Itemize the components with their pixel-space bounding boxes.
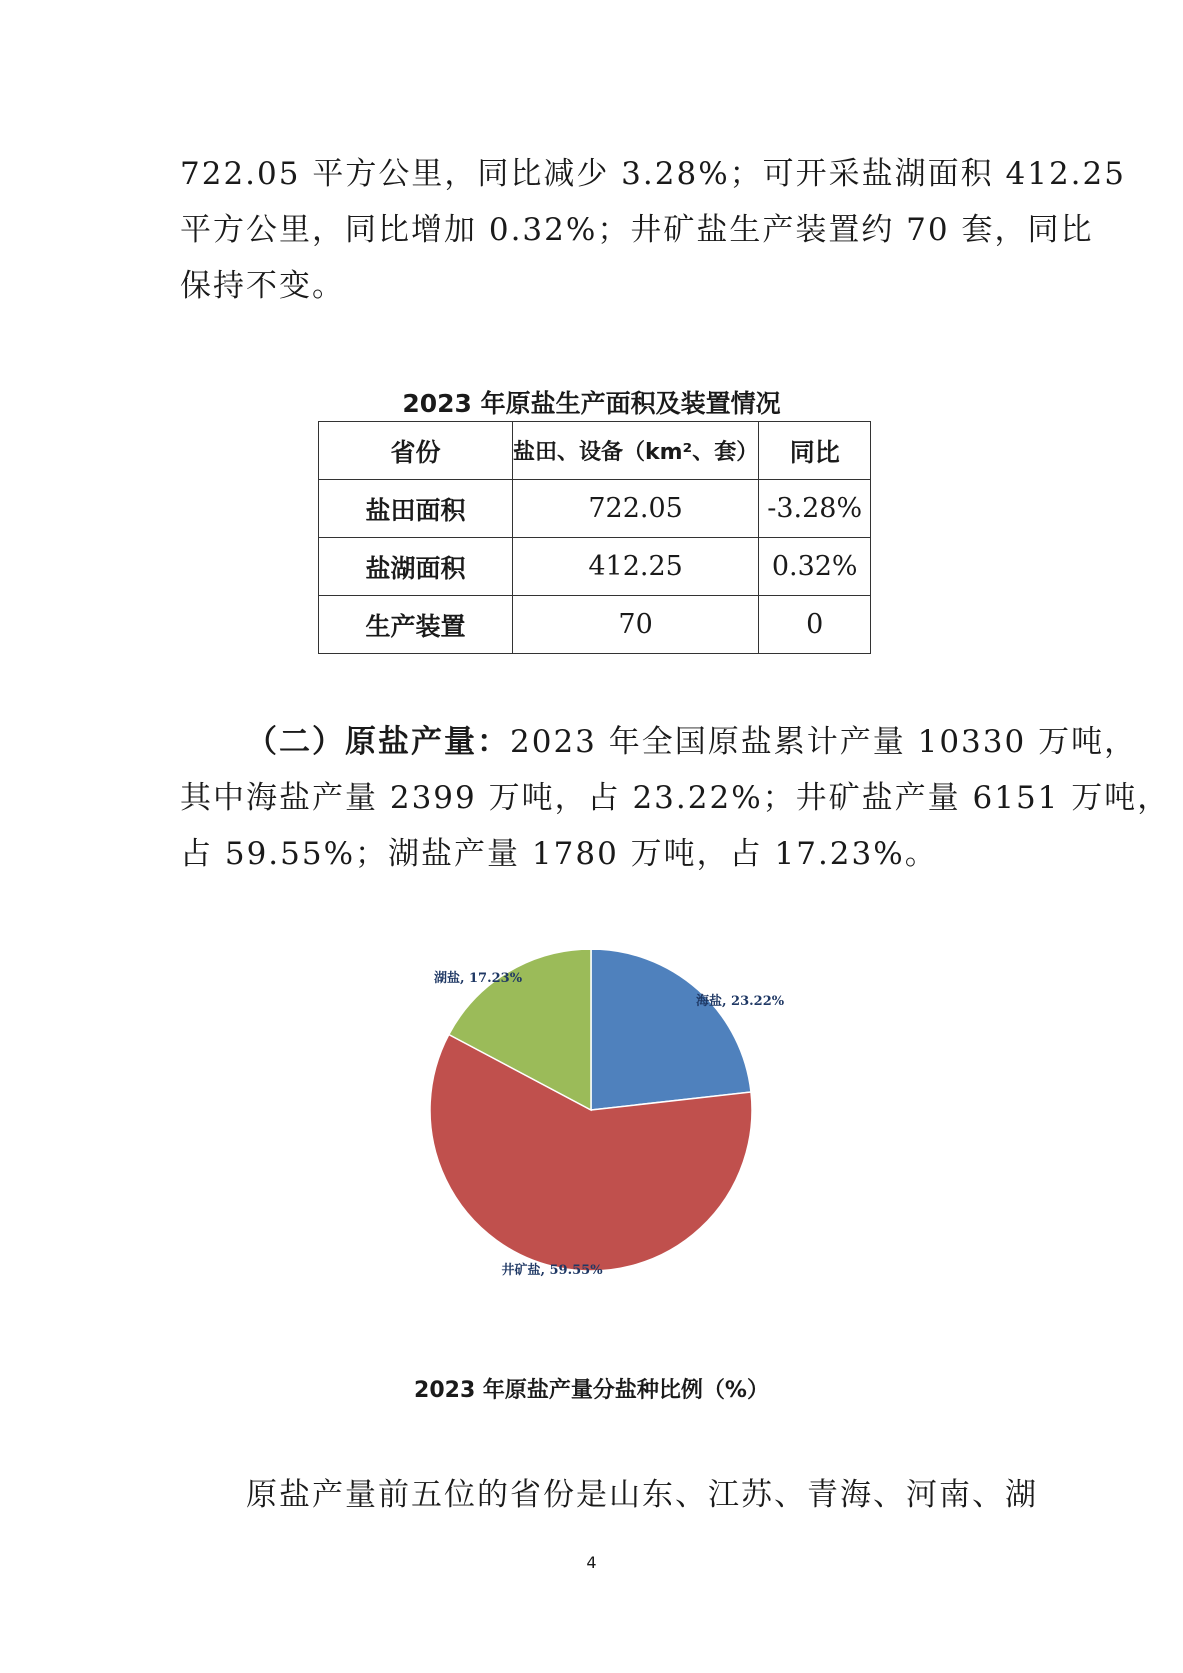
table-row <box>319 538 871 596</box>
pie-slice-0 <box>591 950 751 1110</box>
text-line: 其中海盐产量 2399 万吨，占 23.22%；井矿盐产量 6151 万吨， <box>180 780 1171 816</box>
table-cell: 0.32% <box>759 538 871 596</box>
table-cell: 70 <box>513 596 759 654</box>
table-header-quantity: 盐田、设备（km²、套） <box>513 422 759 480</box>
text-line: 占 59.55%；湖盐产量 1780 万吨，占 17.23%。 <box>180 836 938 872</box>
table-cell: -3.28% <box>759 480 871 538</box>
table-cell: 生产装置 <box>319 596 513 654</box>
paragraph-salt-output <box>180 714 1171 882</box>
text-line: 保持不变。 <box>180 268 345 304</box>
table-row <box>319 480 871 538</box>
pie-label-1: 井矿盐, 59.55% <box>501 1263 603 1278</box>
salt-type-pie-chart <box>0 950 1183 1280</box>
text-run: 2023 年全国原盐累计产量 10330 万吨， <box>510 724 1138 760</box>
table-row <box>319 596 871 654</box>
text-line: 平方公里，同比增加 0.32%；井矿盐生产装置约 70 套，同比 <box>180 212 1094 248</box>
table-cell: 0 <box>759 596 871 654</box>
pie-label-0: 海盐, 23.22% <box>696 994 785 1009</box>
table-caption: 2023 年原盐生产面积及装置情况 <box>402 389 781 418</box>
text-line: 722.05 平方公里，同比减少 3.28%；可开采盐湖面积 412.25 <box>180 156 1126 192</box>
table-cell: 412.25 <box>513 538 759 596</box>
table-header-row <box>319 422 871 480</box>
production-area-table <box>318 421 871 654</box>
page-number: 4 <box>586 1553 597 1572</box>
table-header-yoy: 同比 <box>759 422 871 480</box>
paragraph-area-summary <box>180 146 1126 314</box>
pie-label-2: 湖盐, 17.23% <box>433 971 523 986</box>
table-cell: 盐湖面积 <box>319 538 513 596</box>
table-cell: 722.05 <box>513 480 759 538</box>
table-cell: 盐田面积 <box>319 480 513 538</box>
chart-caption: 2023 年原盐产量分盐种比例（%） <box>414 1378 769 1403</box>
text-line: 原盐产量前五位的省份是山东、江苏、青海、河南、湖 <box>246 1477 1038 1513</box>
text-line <box>180 714 1138 770</box>
table-header-province: 省份 <box>319 422 513 480</box>
section-heading: （二）原盐产量： <box>246 724 510 760</box>
paragraph-top-provinces <box>180 1467 1038 1523</box>
